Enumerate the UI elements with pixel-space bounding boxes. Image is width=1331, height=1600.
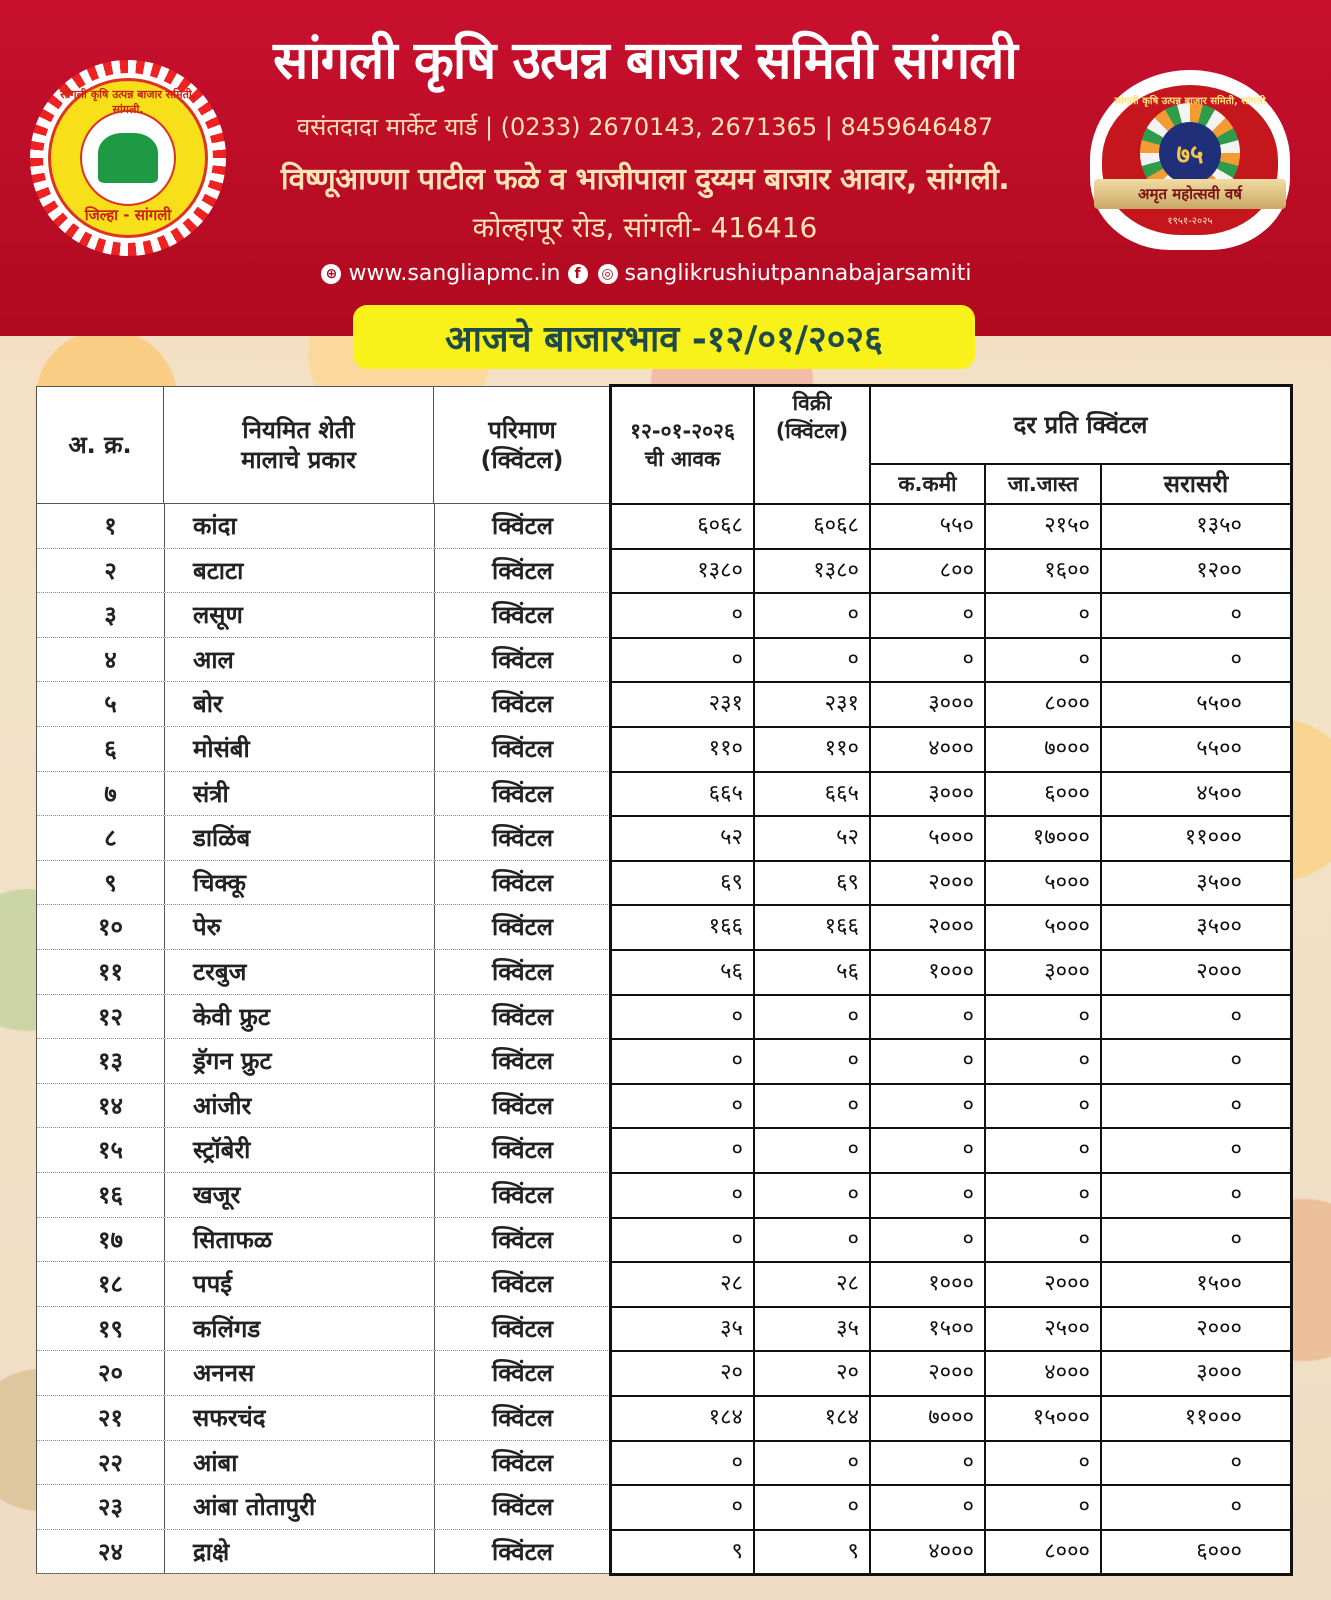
header-commodity [164, 387, 434, 503]
row-commodity: बटाटा [164, 549, 434, 593]
row-commodity: पपई [164, 1262, 434, 1306]
cell-arrival: ९ [731, 1538, 743, 1564]
rates-row [612, 1038, 1290, 1083]
cell-sale: ० [753, 996, 869, 1039]
rates-table [609, 384, 1293, 1576]
address-line: कोल्हापूर रोड, सांगली- 416416 [472, 211, 818, 244]
header-sale-line2: (क्विंटल) [775, 419, 849, 443]
cell-sale: ० [753, 639, 869, 682]
rates-row [612, 548, 1290, 593]
cell-min: ० [869, 1219, 984, 1262]
header-unit-line2: (क्विंटल) [480, 446, 564, 474]
row-commodity: आंजीर [164, 1084, 434, 1128]
cell-arrival: २३१ [708, 691, 743, 717]
header-commodity-line2: मालाचे प्रकार [241, 446, 356, 474]
cell-sale: ० [753, 1219, 869, 1262]
social-handle[interactable]: sanglikrushiutpannabajarsamiti [624, 261, 972, 286]
globe-icon: ⊕ [321, 264, 341, 284]
anniversary-years: १९५१-२०२५ [1167, 216, 1213, 227]
table-row [37, 950, 610, 995]
row-unit: क्विंटल [434, 638, 610, 682]
row-serial: १० [98, 913, 123, 942]
row-unit: क्विंटल [434, 772, 610, 816]
cell-avg: १२०० [1100, 550, 1290, 593]
amrit-mahotsav-logo [1090, 70, 1290, 250]
cell-min: ३००० [869, 773, 984, 816]
cell-max: ० [984, 1486, 1100, 1529]
row-unit: क्विंटल [434, 1441, 610, 1485]
cell-min: ० [869, 996, 984, 1039]
anniversary-ribbon: अमृत महोत्सवी वर्ष [1094, 179, 1286, 209]
cell-sale: ० [753, 1040, 869, 1083]
table-row [37, 995, 610, 1040]
social-line [230, 258, 1060, 290]
cell-sale: १३८० [753, 550, 869, 593]
rates-row [612, 815, 1290, 860]
cell-arrival: ३५ [720, 1315, 743, 1341]
rates-row [612, 1440, 1290, 1485]
header-banner [0, 0, 1331, 336]
cell-min: १००० [869, 951, 984, 994]
header-commodity-line1: नियमित शेती [242, 416, 355, 444]
row-unit: क्विंटल [434, 1262, 610, 1306]
row-commodity: आंबा तोतापुरी [164, 1485, 434, 1529]
cell-avg: ३५०० [1100, 862, 1290, 905]
logo-district-text: जिल्हा - सांगली [84, 206, 172, 224]
table-row [37, 1262, 610, 1307]
cell-avg: २००० [1100, 1308, 1290, 1351]
cell-min: ८०० [869, 550, 984, 593]
cell-max: ० [984, 594, 1100, 637]
table-row [37, 905, 610, 950]
table-row [37, 1485, 610, 1530]
table-row [37, 682, 610, 727]
cell-max: ० [984, 1129, 1100, 1172]
row-commodity: कांदा [164, 504, 434, 548]
cell-min: ० [869, 1085, 984, 1128]
cell-sale: ११० [753, 728, 869, 771]
cell-max: ४००० [984, 1352, 1100, 1395]
rates-row [612, 1350, 1290, 1395]
cell-max: ० [984, 1219, 1100, 1262]
table-row [37, 1173, 610, 1218]
row-serial: २३ [98, 1493, 123, 1522]
cell-arrival: १३८० [697, 557, 743, 583]
cell-min: ३००० [869, 683, 984, 726]
header-sale [755, 387, 869, 447]
row-serial: १ [104, 512, 117, 540]
row-serial: १७ [98, 1225, 123, 1254]
row-serial: ५ [104, 690, 117, 719]
cell-avg: ० [1100, 1129, 1290, 1172]
rates-row [612, 1395, 1290, 1440]
cell-max: १६०० [984, 550, 1100, 593]
cell-min: ० [869, 594, 984, 637]
cell-max: २५०० [984, 1308, 1100, 1351]
cell-avg: ० [1100, 594, 1290, 637]
header-min: क.कमी [898, 472, 957, 496]
row-unit: क्विंटल [434, 1351, 610, 1395]
cell-max: ७००० [984, 728, 1100, 771]
cell-sale: ६९ [753, 862, 869, 905]
cell-min: ० [869, 639, 984, 682]
rates-row [612, 592, 1290, 637]
cell-arrival: ० [731, 1182, 743, 1207]
table-row [37, 1441, 610, 1486]
cell-arrival: ५२ [720, 825, 743, 851]
cell-arrival: ० [731, 1449, 743, 1475]
row-unit: क्विंटल [434, 1039, 610, 1083]
table-row [37, 1128, 610, 1173]
cell-max: २१५० [984, 505, 1100, 548]
rates-row [612, 1306, 1290, 1351]
cell-avg: ० [1100, 1040, 1290, 1083]
row-unit: क्विंटल [434, 682, 610, 726]
rates-row [612, 726, 1290, 771]
header-max: जा.जास्त [1007, 472, 1079, 496]
row-commodity: मोसंबी [164, 727, 434, 771]
anniversary-number: ७५ [1159, 122, 1221, 184]
row-unit: क्विंटल [434, 1485, 610, 1529]
header-rate-group: दर प्रति क्विंटल [1013, 411, 1148, 439]
header-unit [434, 387, 610, 503]
row-commodity: खजूर [164, 1173, 434, 1217]
row-serial: ११ [98, 958, 123, 986]
cell-min: २००० [869, 1352, 984, 1395]
cell-avg: ११००० [1100, 817, 1290, 860]
row-commodity: ड्रॅगन फ्रुट [164, 1039, 434, 1083]
row-serial: १२ [98, 1002, 123, 1031]
table-row [37, 772, 610, 817]
row-unit: क्विंटल [434, 1396, 610, 1440]
header-arrival [612, 407, 753, 483]
header-arrival-line2: ची आवक [644, 447, 721, 471]
cell-max: ८००० [984, 1531, 1100, 1574]
rates-row [612, 1261, 1290, 1306]
row-unit: क्विंटल [434, 995, 610, 1039]
price-table [36, 386, 1296, 1576]
cell-min: ० [869, 1040, 984, 1083]
table-row [37, 638, 610, 683]
cell-max: ८००० [984, 683, 1100, 726]
row-unit: क्विंटल [434, 1084, 610, 1128]
row-commodity: पेरु [164, 905, 434, 949]
cell-max: १७००० [984, 817, 1100, 860]
table-row [37, 1039, 610, 1084]
rates-row [612, 1529, 1290, 1574]
cell-min: ५५० [869, 505, 984, 548]
cell-arrival: २८ [720, 1271, 743, 1297]
cell-sale: ५६ [753, 951, 869, 994]
cell-min: २००० [869, 906, 984, 949]
date-banner: आजचे बाजारभाव -१२/०१/२०२६ [353, 305, 975, 369]
row-commodity: द्राक्षे [164, 1530, 434, 1574]
cell-arrival: ० [731, 1092, 743, 1118]
row-serial: १५ [98, 1136, 123, 1165]
row-serial: १९ [98, 1314, 123, 1343]
cell-arrival: १६६ [708, 914, 743, 940]
rates-row [612, 904, 1290, 949]
row-serial: ९ [104, 868, 117, 897]
cell-min: १००० [869, 1263, 984, 1306]
apmc-logo [30, 60, 226, 256]
cell-avg: ० [1100, 1486, 1290, 1529]
cell-sale: ० [753, 1174, 869, 1217]
commodity-table [36, 386, 611, 1574]
cell-max: २००० [984, 1263, 1100, 1306]
row-serial: २० [98, 1359, 123, 1388]
table-row [37, 1218, 610, 1263]
cell-sale: ३५ [753, 1308, 869, 1351]
cell-avg: ० [1100, 996, 1290, 1039]
cell-max: १५००० [984, 1397, 1100, 1440]
rates-row [612, 1217, 1290, 1262]
row-unit: क्विंटल [434, 950, 610, 994]
cell-max: ६००० [984, 773, 1100, 816]
cell-max: ५००० [984, 862, 1100, 905]
row-commodity: अननस [164, 1351, 434, 1395]
cell-arrival: ११० [708, 736, 743, 761]
cell-avg: ३५०० [1100, 906, 1290, 949]
row-serial: २२ [98, 1448, 123, 1477]
cell-sale: २८ [753, 1263, 869, 1306]
header-serial: अ. क्र. [37, 387, 164, 503]
row-commodity: सिताफळ [164, 1218, 434, 1262]
cell-avg: ० [1100, 1174, 1290, 1217]
row-commodity: लसूण [164, 593, 434, 637]
cell-min: ० [869, 1486, 984, 1529]
cell-avg: ० [1100, 1085, 1290, 1128]
table-row [37, 1396, 610, 1441]
website-link[interactable]: www.sangliapmc.in [348, 261, 561, 286]
cell-sale: ० [753, 1442, 869, 1485]
cell-arrival: २० [720, 1360, 743, 1386]
cell-sale: ० [753, 1085, 869, 1128]
row-commodity: आल [164, 638, 434, 682]
header-unit-line1: परिमाण [488, 416, 556, 444]
cell-avg: ५५०० [1100, 683, 1290, 726]
cell-sale: ० [753, 1486, 869, 1529]
logo-arc-text: सांगली कृषि उत्पन्न बाजार समिती, सांगली. [60, 88, 196, 116]
rates-row [612, 949, 1290, 994]
rates-row [612, 681, 1290, 726]
cell-avg: १३५० [1100, 505, 1290, 548]
row-commodity: स्ट्रॉबेरी [164, 1128, 434, 1172]
tree-emblem-icon [98, 133, 158, 183]
row-serial: १६ [98, 1181, 123, 1209]
rates-row [612, 503, 1290, 548]
row-commodity: आंबा [164, 1441, 434, 1485]
cell-max: ० [984, 1174, 1100, 1217]
cell-min: ७००० [869, 1397, 984, 1440]
cell-arrival: ० [731, 1048, 743, 1074]
row-commodity: डाळिंब [164, 816, 434, 860]
cell-sale: २० [753, 1352, 869, 1395]
cell-max: ० [984, 1085, 1100, 1128]
cell-max: ० [984, 1040, 1100, 1083]
contact-line: वसंतदादा मार्केट यार्ड | (0233) 2670143, 2671365 | 8459646487 [296, 113, 994, 141]
row-unit: क्विंटल [434, 1307, 610, 1351]
cell-avg: ० [1100, 1219, 1290, 1262]
row-commodity: केवी फ्रुट [164, 995, 434, 1039]
cell-avg: ४५०० [1100, 773, 1290, 816]
row-unit: क्विंटल [434, 905, 610, 949]
row-unit: क्विंटल [434, 593, 610, 637]
row-serial: ७ [104, 779, 117, 808]
row-unit: क्विंटल [434, 1530, 610, 1574]
row-unit: क्विंटल [434, 1128, 610, 1172]
rates-row [612, 1083, 1290, 1128]
row-commodity: सफरचंद [164, 1396, 434, 1440]
cell-min: ० [869, 1174, 984, 1217]
cell-sale: ९ [753, 1531, 869, 1574]
row-unit: क्विंटल [434, 861, 610, 905]
row-unit: क्विंटल [434, 727, 610, 771]
table-row [37, 549, 610, 594]
header-sale-line1: विक्री [792, 391, 832, 415]
row-serial: ३ [104, 601, 117, 630]
row-serial: ६ [104, 735, 117, 763]
table-row [37, 861, 610, 906]
table-row [37, 1530, 610, 1575]
cell-avg: ११००० [1100, 1397, 1290, 1440]
cell-avg: २००० [1100, 951, 1290, 994]
cell-min: २००० [869, 862, 984, 905]
row-commodity: कलिंगड [164, 1307, 434, 1351]
header-arrival-line1: १२-०१-२०२६ [630, 419, 735, 443]
table-row [37, 1084, 610, 1129]
cell-sale: ० [753, 594, 869, 637]
row-unit: क्विंटल [434, 504, 610, 548]
cell-arrival: ० [731, 602, 743, 628]
cell-max: ३००० [984, 951, 1100, 994]
cell-arrival: १८४ [708, 1405, 743, 1430]
cell-arrival: ० [731, 1494, 743, 1520]
row-serial: ४ [104, 645, 117, 674]
logo-right-arc-text: सांगली कृषि उत्पन्न बाजार समिती, सांगली [1114, 96, 1266, 107]
table-row [37, 1351, 610, 1396]
row-unit: क्विंटल [434, 816, 610, 860]
cell-sale: १८४ [753, 1397, 869, 1440]
cell-arrival: ० [731, 1003, 743, 1029]
cell-sale: २३१ [753, 683, 869, 726]
row-unit: क्विंटल [434, 1173, 610, 1217]
cell-max: ० [984, 639, 1100, 682]
cell-min: ४००० [869, 728, 984, 771]
cell-min: १५०० [869, 1308, 984, 1351]
rates-row [612, 994, 1290, 1039]
cell-sale: ५२ [753, 817, 869, 860]
cell-max: ० [984, 1442, 1100, 1485]
cell-avg: ० [1100, 639, 1290, 682]
row-commodity: बोर [164, 682, 434, 726]
rates-row [612, 860, 1290, 905]
row-serial: १३ [98, 1047, 123, 1076]
cell-sale: ६६५ [753, 773, 869, 816]
cell-min: ० [869, 1442, 984, 1485]
row-unit: क्विंटल [434, 549, 610, 593]
cell-sale: १६६ [753, 906, 869, 949]
cell-arrival: ६०६८ [697, 513, 743, 538]
table-row [37, 504, 610, 549]
row-commodity: चिक्कू [164, 861, 434, 905]
facebook-icon[interactable]: f [568, 264, 588, 284]
cell-avg: ३००० [1100, 1352, 1290, 1395]
row-commodity: संत्री [164, 772, 434, 816]
cell-arrival: ६६५ [708, 780, 743, 806]
cell-sale: ० [753, 1129, 869, 1172]
cell-arrival: ० [731, 1137, 743, 1163]
cell-avg: ५५०० [1100, 728, 1290, 771]
rates-row [612, 771, 1290, 816]
cell-max: ० [984, 996, 1100, 1039]
row-serial: १४ [98, 1091, 123, 1120]
table-row [37, 727, 610, 772]
row-serial: २ [104, 556, 117, 585]
cell-min: ५००० [869, 817, 984, 860]
rates-row [612, 637, 1290, 682]
row-unit: क्विंटल [434, 1218, 610, 1262]
rates-row [612, 1127, 1290, 1172]
cell-avg: ६००० [1100, 1531, 1290, 1574]
table-row [37, 1307, 610, 1352]
row-serial: १८ [98, 1270, 123, 1299]
rates-row [612, 1484, 1290, 1529]
instagram-icon[interactable]: ◎ [598, 264, 618, 284]
cell-min: ४००० [869, 1531, 984, 1574]
cell-avg: ० [1100, 1442, 1290, 1485]
cell-min: ० [869, 1129, 984, 1172]
cell-arrival: ६९ [720, 869, 743, 895]
row-serial: २१ [98, 1404, 123, 1432]
row-serial: ८ [104, 824, 117, 853]
cell-arrival: ० [731, 1226, 743, 1252]
row-serial: २४ [98, 1537, 123, 1566]
cell-max: ५००० [984, 906, 1100, 949]
cell-avg: १५०० [1100, 1263, 1290, 1306]
rates-row [612, 1172, 1290, 1217]
table-row [37, 816, 610, 861]
header-avg: सरासरी [1163, 470, 1229, 498]
page-title: सांगली कृषि उत्पन्न बाजार समिती सांगली [273, 31, 1017, 91]
cell-arrival: ५६ [720, 959, 743, 984]
market-subtitle: विष्णूआण्णा पाटील फळे व भाजीपाला दुय्यम बाजार आवार, सांगली. [280, 162, 1010, 197]
row-commodity: टरबुज [164, 950, 434, 994]
cell-arrival: ० [731, 646, 743, 672]
table-row [37, 593, 610, 638]
cell-sale: ६०६८ [753, 505, 869, 548]
